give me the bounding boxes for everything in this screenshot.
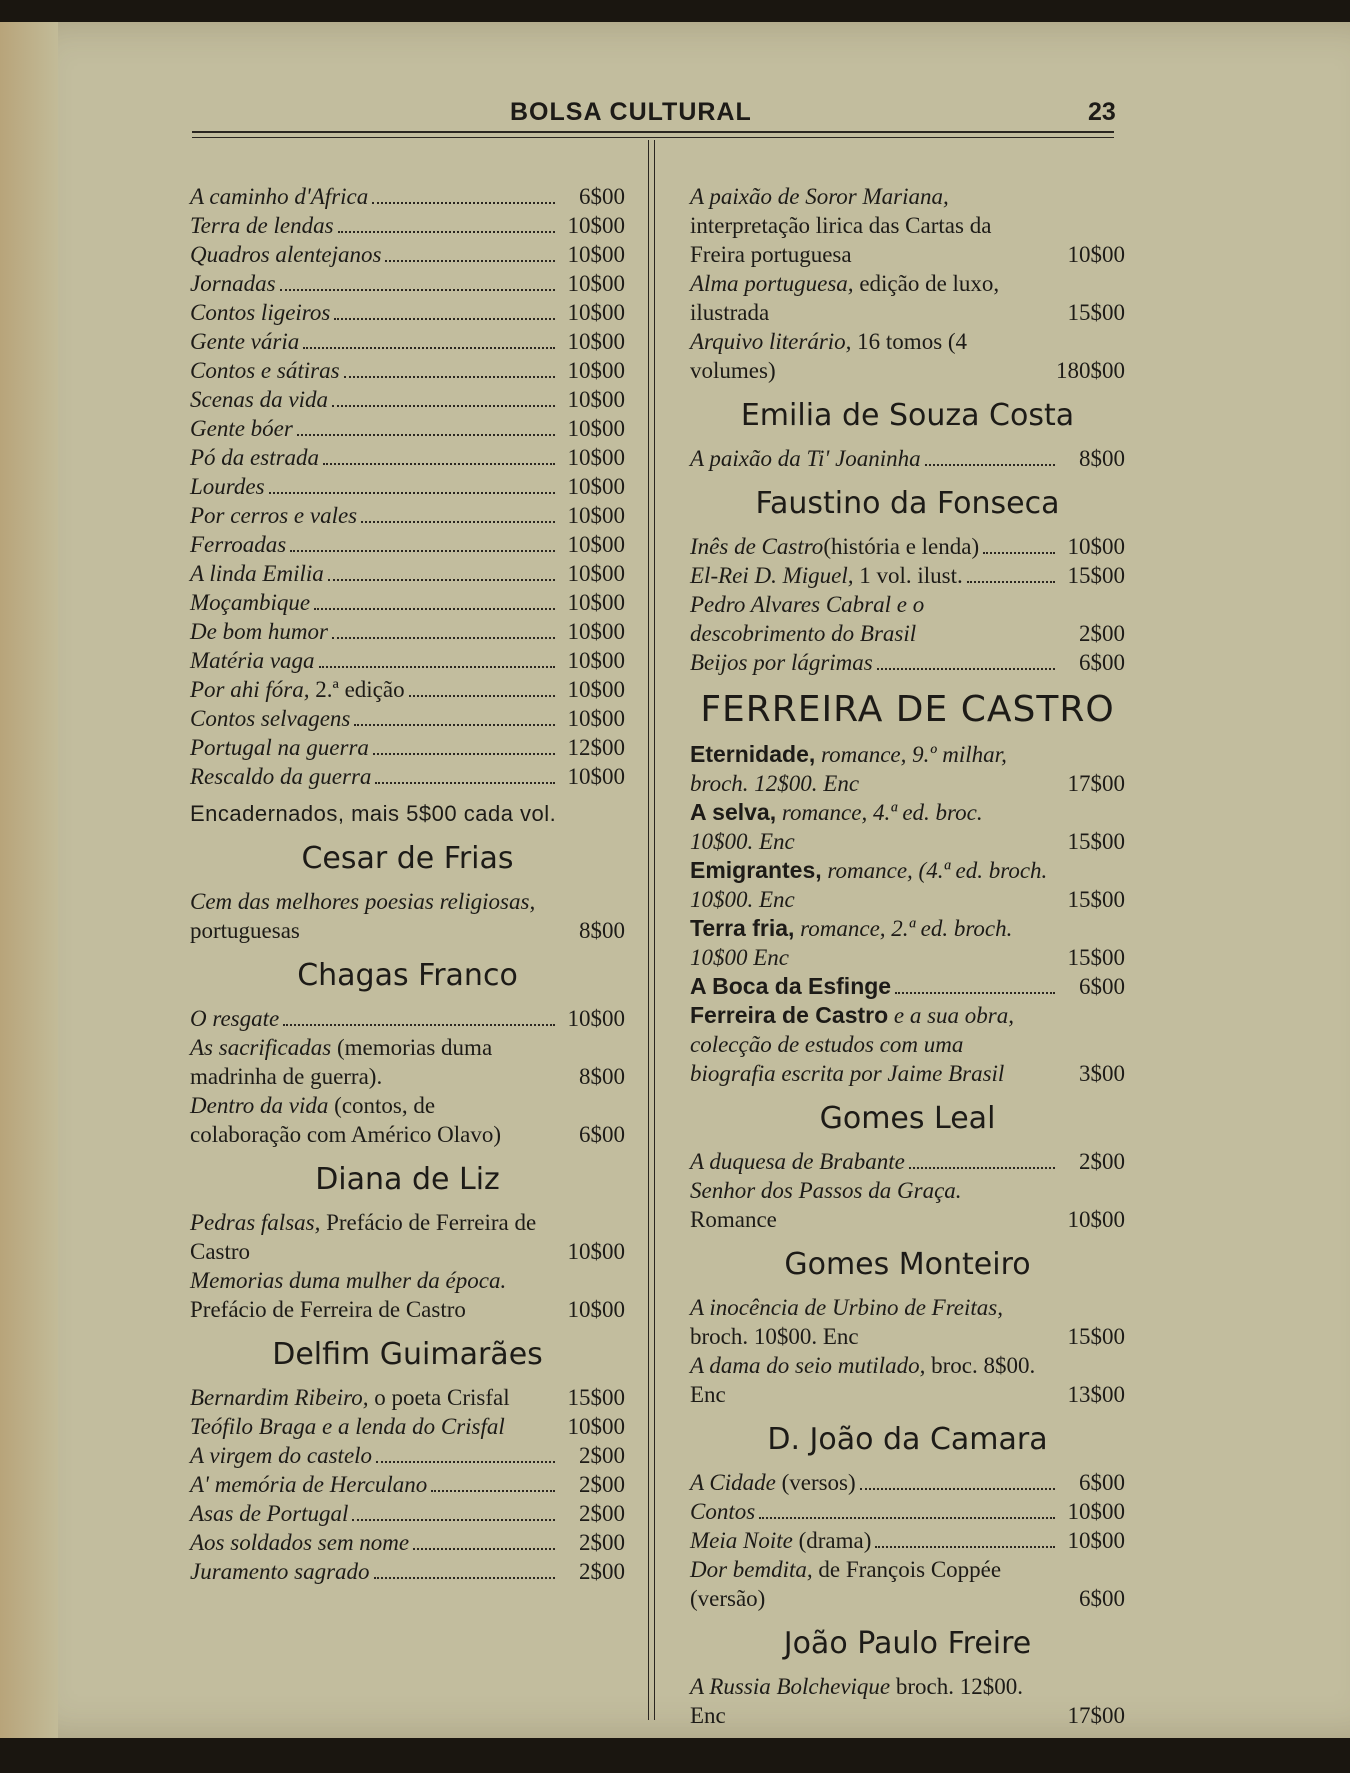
leader-dots [374, 1577, 555, 1579]
book-entry [190, 1499, 625, 1528]
book-entry [690, 1555, 1125, 1613]
book-title: Asas de Portugal [190, 1501, 349, 1526]
book-title: Arquivo literário, [690, 329, 852, 354]
book-price: 12$00 [567, 735, 625, 760]
book-price: 10$00 [567, 387, 625, 412]
book-title: A inocência de Urbino de Freitas, [690, 1295, 1003, 1320]
book-entry [190, 530, 625, 559]
leader-dots [280, 289, 555, 291]
book-list-unattributed [190, 182, 625, 791]
leader-dots [983, 552, 1055, 554]
book-price: 10$00 [1067, 1207, 1125, 1232]
book-entry [190, 617, 625, 646]
book-detail: interpretação lirica das Cartas da Freira portuguesa [690, 213, 992, 267]
book-detail: (história e lenda) [823, 534, 980, 559]
book-title: A Boca da Esfinge [690, 973, 892, 999]
book-price: 15$00 [1067, 887, 1125, 912]
book-price: 6$00 [579, 1122, 625, 1147]
header-rule [192, 131, 1114, 133]
book-price: 8$00 [1079, 446, 1125, 471]
book-price: 10$00 [567, 619, 625, 644]
book-title: Aos soldados sem nome [190, 1530, 410, 1555]
leader-dots [877, 668, 1055, 670]
book-title: Pó da estrada [190, 445, 320, 470]
book-list-delfim [190, 1441, 625, 1586]
leader-dots [413, 1548, 555, 1550]
book-price: 15$00 [1067, 945, 1125, 970]
book-entry [690, 1351, 1125, 1409]
book-entry [190, 1528, 625, 1557]
book-price: 15$00 [1067, 829, 1125, 854]
book-price: 2$00 [579, 1559, 625, 1584]
book-price: 10$00 [567, 242, 625, 267]
book-entry [690, 1001, 1125, 1088]
leader-dots [361, 521, 555, 523]
leader-dots [269, 492, 555, 494]
author-heading: Gomes Monteiro [784, 1247, 1031, 1282]
book-price: 10$00 [567, 590, 625, 615]
book-title: Memorias duma mulher da época. [190, 1268, 507, 1293]
book-entry [190, 501, 625, 530]
leader-dots [967, 581, 1055, 583]
book-entry [190, 588, 625, 617]
author-heading: D. João da Camara [767, 1422, 1048, 1457]
book-entry [190, 298, 625, 327]
book-price: 2$00 [579, 1443, 625, 1468]
book-price: 10$00 [567, 532, 625, 557]
book-title: Terra de lendas [190, 213, 334, 238]
book-price: 17$00 [1067, 771, 1125, 796]
book-entry [190, 1470, 625, 1499]
book-title: A' memória de Herculano [190, 1472, 428, 1497]
book-price: 10$00 [1067, 1528, 1125, 1553]
book-entry [690, 444, 1125, 473]
book-entry [690, 1293, 1125, 1351]
book-entry [190, 269, 625, 298]
leader-dots [323, 463, 555, 465]
book-entry [190, 1091, 625, 1149]
book-title: Alma portuguesa, [690, 271, 854, 296]
book-price: 10$00 [567, 677, 625, 702]
book-title: Pedro Alvares Cabral e o descobrimento do Brasil [690, 592, 925, 646]
book-entry [190, 211, 625, 240]
book-entry [190, 1412, 625, 1441]
book-price: 15$00 [567, 1385, 625, 1410]
book-detail: broch. 12$00. Enc [690, 1674, 1024, 1728]
book-price: 10$00 [567, 561, 625, 586]
book-detail: romance, 9.º milhar, broch. 12$00. Enc [690, 742, 1007, 796]
book-detail: Prefácio de Ferreira de Castro [190, 1210, 537, 1264]
book-price: 6$00 [1079, 650, 1125, 675]
author-heading: Chagas Franco [297, 958, 518, 993]
book-entry [190, 240, 625, 269]
book-title: Bernardim Ribeiro, [190, 1385, 369, 1410]
book-detail: (memorias duma madrinha de guerra). [190, 1035, 493, 1089]
book-price: 15$00 [1067, 563, 1125, 588]
book-price: 10$00 [567, 1239, 625, 1264]
book-price: 10$00 [567, 503, 625, 528]
book-price: 10$00 [1067, 242, 1125, 267]
book-entry [190, 1208, 625, 1266]
left-column [190, 182, 625, 1586]
book-price: 10$00 [567, 445, 625, 470]
author-heading: FERREIRA DE CASTRO [700, 689, 1115, 730]
book-detail: broch. 10$00. Enc [690, 1324, 859, 1349]
book-entry [190, 704, 625, 733]
book-price: 10$00 [567, 706, 625, 731]
book-price: 2$00 [1079, 621, 1125, 646]
book-title: El-Rei D. Miguel, [690, 563, 854, 588]
book-price: 6$00 [579, 184, 625, 209]
book-entry [190, 1557, 625, 1586]
book-entry [690, 182, 1125, 269]
book-entry [190, 443, 625, 472]
author-heading: Gomes Leal [819, 1101, 996, 1136]
book-entry [190, 1383, 625, 1412]
leader-dots [909, 1167, 1055, 1169]
leader-dots [303, 347, 555, 349]
leader-dots [409, 695, 555, 697]
book-title: Beijos por lágrimas [690, 650, 873, 675]
author-heading: Faustino da Fonseca [755, 486, 1060, 521]
page-number: 23 [1088, 98, 1116, 126]
book-price: 15$00 [1067, 1324, 1125, 1349]
right-column [690, 182, 1125, 1730]
book-entry [690, 561, 1125, 590]
author-heading: Delfim Guimarães [272, 1337, 543, 1372]
leader-dots [319, 666, 555, 668]
leader-dots [372, 202, 555, 204]
book-title: Ferreira de Castro [690, 1002, 889, 1028]
author-heading: Emilia de Souza Costa [740, 398, 1075, 433]
book-title: O resgate [190, 1006, 280, 1031]
leader-dots [332, 405, 555, 407]
author-heading: João Paulo Freire [783, 1626, 1032, 1661]
book-detail: romance, 4.ª ed. broc. 10$00. Enc [690, 800, 983, 854]
book-detail: romance, (4.ª ed. broch. 10$00. Enc [690, 858, 1048, 912]
book-entry [690, 269, 1125, 327]
book-price: 10$00 [1067, 1499, 1125, 1524]
book-title: De bom humor [190, 619, 328, 644]
book-title: Cem das melhores poesias religiosas, [190, 889, 536, 914]
leader-dots [338, 231, 555, 233]
book-title: Gente vária [190, 329, 300, 354]
header-rule-thin [192, 137, 1114, 138]
book-title: Scenas da vida [190, 387, 328, 412]
book-title: Gente bóer [190, 416, 293, 441]
book-price: 6$00 [1079, 1586, 1125, 1611]
leader-dots [759, 1517, 1055, 1519]
book-title: A duquesa de Brabante [690, 1149, 905, 1174]
leader-dots [373, 753, 555, 755]
binding-note: Encadernados, mais 5$00 cada vol. [190, 801, 557, 826]
leader-dots [334, 318, 555, 320]
book-entry [190, 675, 625, 704]
book-detail: portuguesas [190, 918, 300, 943]
book-entry [190, 356, 625, 385]
book-title: Contos ligeiros [190, 300, 331, 325]
book-title: Senhor dos Passos da Graça. [690, 1178, 962, 1203]
book-entry [690, 1497, 1125, 1526]
book-price: 10$00 [567, 358, 625, 383]
leader-dots [895, 992, 1055, 994]
book-entry [690, 972, 1125, 1001]
book-detail: edição de luxo, ilustrada [690, 271, 1000, 325]
book-title: Eternidade, [690, 741, 816, 767]
book-price: 8$00 [579, 1064, 625, 1089]
book-title: A selva, [690, 799, 777, 825]
book-title: Ferroadas [190, 532, 287, 557]
book-entry [190, 472, 625, 501]
book-title: A linda Emilia [190, 561, 324, 586]
leader-dots [431, 1490, 555, 1492]
book-price: 10$00 [567, 1297, 625, 1322]
book-title: Portugal na guerra [190, 735, 369, 760]
book-detail: (drama) [792, 1528, 872, 1553]
leader-dots [290, 550, 555, 552]
column-divider-thin [654, 140, 655, 1720]
book-price: 2$00 [579, 1530, 625, 1555]
book-title: Matéria vaga [190, 648, 315, 673]
book-title: Contos [690, 1499, 756, 1524]
book-entry [190, 1004, 625, 1033]
book-title: A Cidade [690, 1470, 776, 1495]
author-heading: Cesar de Frias [301, 841, 514, 876]
leader-dots [344, 376, 555, 378]
book-title: Pedras falsas, [190, 1210, 321, 1235]
book-title: Emigrantes, [690, 857, 822, 883]
leader-dots [328, 579, 555, 581]
book-title: A paixão de Soror Mariana, [690, 184, 949, 209]
book-detail: Romance [690, 1207, 777, 1232]
book-price: 10$00 [567, 416, 625, 441]
book-price: 10$00 [567, 648, 625, 673]
leader-dots [283, 1024, 555, 1026]
book-price: 10$00 [567, 1006, 625, 1031]
book-detail: romance, 2.ª ed. broch. 10$00 Enc [690, 916, 1013, 970]
book-price: 13$00 [1067, 1382, 1125, 1407]
book-entry [690, 1672, 1125, 1730]
book-price: 2$00 [579, 1501, 625, 1526]
book-entry [190, 762, 625, 791]
book-entry [690, 914, 1125, 972]
book-title: Quadros alentejanos [190, 242, 382, 267]
book-entry [690, 1526, 1125, 1555]
book-title: Contos selvagens [190, 706, 351, 731]
book-detail: 1 vol. ilust. [853, 563, 963, 588]
book-entry [190, 182, 625, 211]
book-price: 10$00 [567, 764, 625, 789]
book-title: A paixão da Ti' Joaninha [690, 446, 921, 471]
book-detail: o poeta Crisfal [368, 1385, 510, 1410]
book-entry [690, 798, 1125, 856]
author-heading: Diana de Liz [315, 1162, 500, 1197]
leader-dots [297, 434, 555, 436]
book-entry [190, 646, 625, 675]
book-entry [190, 1441, 625, 1470]
book-price: 10$00 [1067, 534, 1125, 559]
page-header-title: BOLSA CULTURAL [510, 98, 752, 126]
leader-dots [354, 724, 555, 726]
book-detail: e a sua obra, colecção de estudos com uma biografia escrita por Jaime Brasil [690, 1003, 1015, 1086]
book-entry [190, 733, 625, 762]
column-divider [648, 140, 649, 1720]
book-title: Rescaldo da guerra [190, 764, 372, 789]
book-entry [190, 414, 625, 443]
book-title: Terra fria, [690, 915, 795, 941]
book-price: 17$00 [1067, 1703, 1125, 1728]
book-entry [690, 532, 1125, 561]
book-title: Teófilo Braga e a lenda do Crisfal [190, 1414, 505, 1439]
book-title: A caminho d'Africa [190, 184, 369, 209]
page-sheet [0, 22, 1350, 1738]
book-detail: 2.ª edição [309, 677, 405, 702]
book-detail: (contos, de colaboração com Américo Olavo) [190, 1093, 502, 1147]
leader-dots [352, 1519, 555, 1521]
book-title: Meia Noite [690, 1528, 793, 1553]
book-title: Juramento sagrado [190, 1559, 370, 1584]
book-entry [690, 1147, 1125, 1176]
book-entry [190, 1266, 625, 1324]
book-entry [190, 1033, 625, 1091]
book-price: 10$00 [567, 474, 625, 499]
book-detail: broc. 8$00. Enc [690, 1353, 1036, 1407]
book-title: Dentro da vida [190, 1093, 329, 1118]
book-entry [690, 1176, 1125, 1234]
book-price: 6$00 [1079, 1470, 1125, 1495]
leader-dots [332, 637, 555, 639]
book-entry [690, 1468, 1125, 1497]
leader-dots [375, 782, 555, 784]
book-entry [190, 385, 625, 414]
leader-dots [925, 464, 1055, 466]
book-title: Inês de Castro [690, 534, 824, 559]
book-title: A virgem do castelo [190, 1443, 373, 1468]
book-title: Dor bemdita, [690, 1557, 813, 1582]
book-title: A Russia Bolchevique [690, 1674, 891, 1699]
book-title: Por ahi fóra, [190, 677, 310, 702]
book-price: 10$00 [567, 213, 625, 238]
leader-dots [860, 1488, 1055, 1490]
book-price: 2$00 [579, 1472, 625, 1497]
book-title: As sacrificadas [190, 1035, 332, 1060]
book-entry [690, 856, 1125, 914]
book-price: 10$00 [567, 300, 625, 325]
book-title: Por cerros e vales [190, 503, 358, 528]
book-title: Contos e sátiras [190, 358, 340, 383]
book-price: 10$00 [567, 329, 625, 354]
book-entry [690, 648, 1125, 677]
book-detail: 16 tomos (4 volumes) [690, 329, 968, 383]
book-title: Lourdes [190, 474, 265, 499]
book-entry [690, 590, 1125, 648]
book-price: 2$00 [1079, 1149, 1125, 1174]
book-entry [190, 559, 625, 588]
leader-dots [314, 608, 555, 610]
book-price: 10$00 [567, 1414, 625, 1439]
leader-dots [376, 1461, 555, 1463]
book-price: 180$00 [1056, 358, 1125, 383]
leader-dots [385, 260, 555, 262]
book-price: 6$00 [1079, 974, 1125, 999]
book-entry [690, 740, 1125, 798]
leader-dots [875, 1546, 1055, 1548]
book-price: 10$00 [567, 271, 625, 296]
book-price: 3$00 [1079, 1061, 1125, 1086]
book-title: Moçambique [190, 590, 311, 615]
book-title: A dama do seio mutilado, [690, 1353, 926, 1378]
book-price: 8$00 [579, 918, 625, 943]
book-title: Jornadas [190, 271, 276, 296]
book-price: 15$00 [1067, 300, 1125, 325]
book-detail: de François Coppée (versão) [690, 1557, 1002, 1611]
book-entry [190, 327, 625, 356]
book-detail: Prefácio de Ferreira de Castro [190, 1297, 466, 1322]
book-detail: (versos) [775, 1470, 856, 1495]
book-entry [690, 327, 1125, 385]
book-entry [190, 887, 625, 945]
